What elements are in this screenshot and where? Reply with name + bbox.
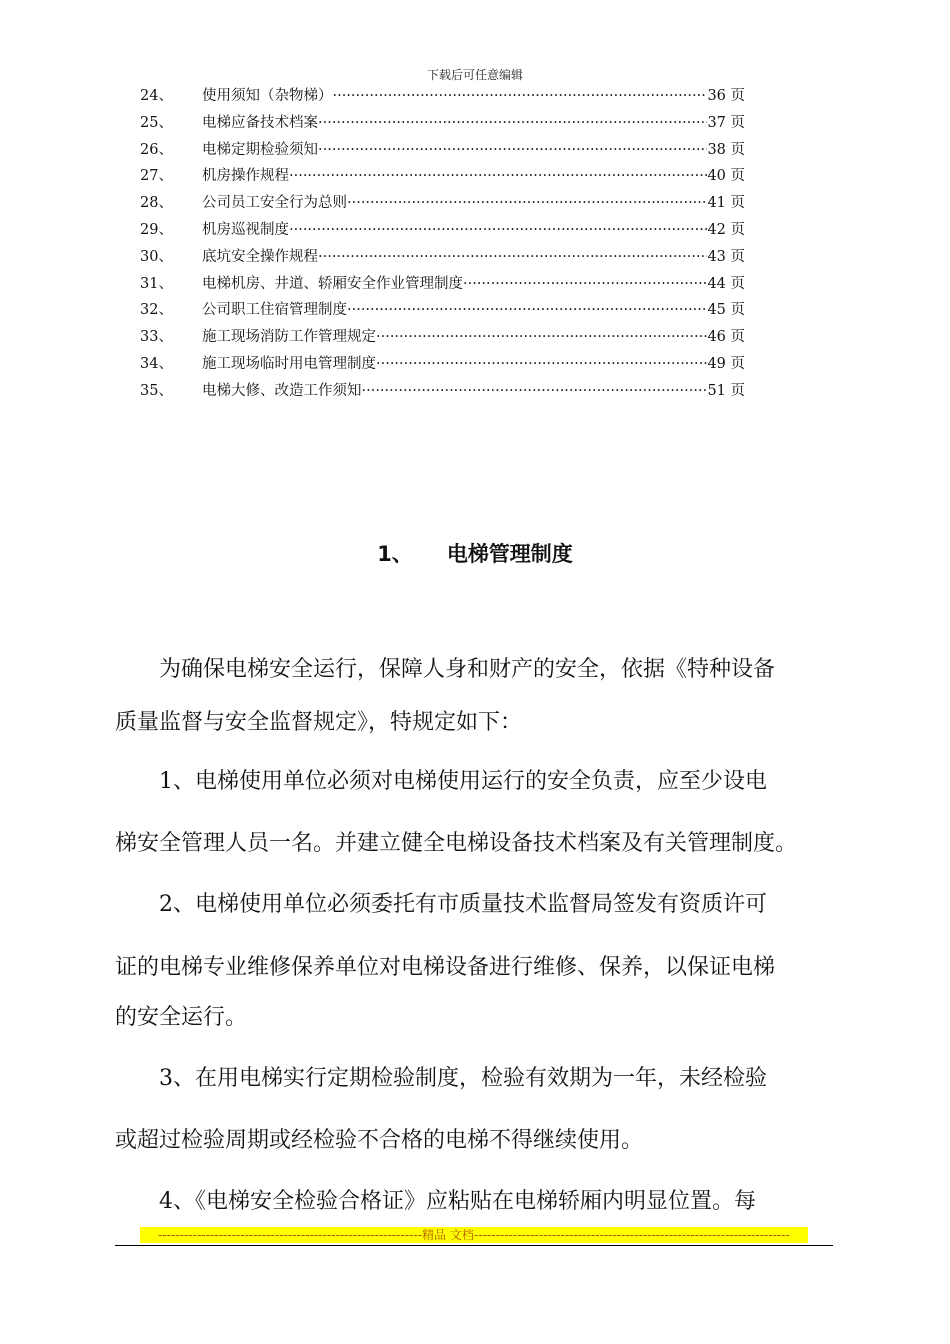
toc-leader: [318, 244, 707, 271]
toc-leader: [289, 217, 707, 244]
toc-leader: [376, 324, 707, 351]
toc-entry[interactable]: [140, 324, 745, 351]
toc-number: 29、: [140, 221, 173, 238]
toc-title: 机房操作规程: [202, 168, 289, 185]
toc-entry[interactable]: [140, 190, 745, 217]
toc-title: 电梯定期检验须知: [202, 141, 318, 158]
table-of-contents: [140, 83, 745, 405]
paragraph-line: 为确保电梯安全运行，保障人身和财产的安全，依据《特种设备: [159, 657, 776, 682]
toc-page: 42 页: [707, 221, 745, 238]
toc-number: 26、: [140, 141, 173, 158]
toc-leader: [333, 83, 708, 110]
toc-entry[interactable]: [140, 244, 745, 271]
toc-entry[interactable]: [140, 110, 745, 137]
paragraph-line: 2、电梯使用单位必须委托有市质量技术监督局签发有资质许可: [159, 892, 767, 917]
toc-title: 电梯大修、改造工作须知: [202, 382, 362, 399]
toc-title: 机房巡视制度: [202, 221, 289, 238]
toc-leader: [347, 297, 707, 324]
toc-number: 25、: [140, 114, 173, 131]
toc-number: 34、: [140, 355, 173, 372]
footer-watermark-bar: -------------------------------------------------------------精品 文档-------------------------------------------------------------------------: [140, 1227, 808, 1243]
section-heading: [0, 538, 950, 568]
toc-leader: [463, 271, 707, 298]
toc-entry[interactable]: [140, 217, 745, 244]
toc-number: 30、: [140, 248, 173, 265]
toc-page: 46 页: [707, 329, 745, 346]
toc-entry[interactable]: [140, 137, 745, 164]
toc-leader: [318, 110, 707, 137]
toc-title: 施工现场临时用电管理制度: [202, 355, 376, 372]
toc-number: 31、: [140, 275, 173, 292]
toc-entry[interactable]: [140, 271, 745, 298]
toc-page: 49 页: [707, 355, 745, 372]
toc-leader: [347, 190, 707, 217]
toc-entry[interactable]: [140, 83, 745, 110]
toc-title: 电梯应备技术档案: [202, 114, 318, 131]
paragraph-line: 证的电梯专业维修保养单位对电梯设备进行维修、保养，以保证电梯: [115, 955, 776, 980]
toc-title: 施工现场消防工作管理规定: [202, 329, 376, 346]
toc-page: 37 页: [707, 114, 745, 131]
toc-number: 27、: [140, 168, 173, 185]
toc-page: 43 页: [707, 248, 745, 265]
paragraph-line: 或超过检验周期或经检验不合格的电梯不得继续使用。: [115, 1128, 644, 1153]
toc-entry[interactable]: [140, 163, 745, 190]
header-note: 下载后可任意编辑: [426, 68, 523, 82]
section-number: 1、: [377, 542, 413, 566]
paragraph-line: 质量监督与安全监督规定》，特规定如下：: [115, 710, 523, 735]
toc-number: 32、: [140, 302, 173, 319]
paragraph-line: 梯安全管理人员一名。并建立健全电梯设备技术档案及有关管理制度。: [115, 831, 798, 856]
paragraph-line: 的安全运行。: [115, 1005, 248, 1030]
toc-leader: [289, 163, 707, 190]
footer-rule: [115, 1245, 833, 1246]
toc-number: 24、: [140, 88, 173, 104]
toc-leader: [318, 137, 707, 164]
toc-number: 33、: [140, 329, 173, 346]
toc-leader: [376, 351, 707, 378]
toc-number: 35、: [140, 382, 173, 399]
toc-title: 公司职工住宿管理制度: [202, 302, 347, 319]
paragraph-line: 3、在用电梯实行定期检验制度，检验有效期为一年，未经检验: [159, 1066, 767, 1091]
toc-page: 36 页: [707, 88, 745, 104]
toc-entry[interactable]: [140, 351, 745, 378]
toc-title: 底坑安全操作规程: [202, 248, 318, 265]
toc-title: 电梯机房、井道、轿厢安全作业管理制度: [202, 275, 463, 292]
toc-page: 44 页: [707, 275, 745, 292]
paragraph-line: 4、《电梯安全检验合格证》应粘贴在电梯轿厢内明显位置。每: [159, 1189, 756, 1214]
toc-page: 38 页: [707, 141, 745, 158]
toc-page: 45 页: [707, 302, 745, 319]
toc-title: 公司员工安全行为总则: [202, 195, 347, 212]
toc-number: 28、: [140, 195, 173, 212]
toc-entry[interactable]: [140, 297, 745, 324]
toc-entry[interactable]: [140, 378, 745, 405]
toc-title: 使用须知（杂物梯）: [202, 88, 333, 104]
paragraph-line: 1、电梯使用单位必须对电梯使用运行的安全负责，应至少设电: [159, 769, 767, 794]
toc-page: 40 页: [707, 168, 745, 185]
section-title: 电梯管理制度: [446, 542, 573, 566]
toc-leader: [362, 378, 708, 405]
toc-page: 41 页: [707, 195, 745, 212]
toc-page: 51 页: [707, 382, 745, 399]
